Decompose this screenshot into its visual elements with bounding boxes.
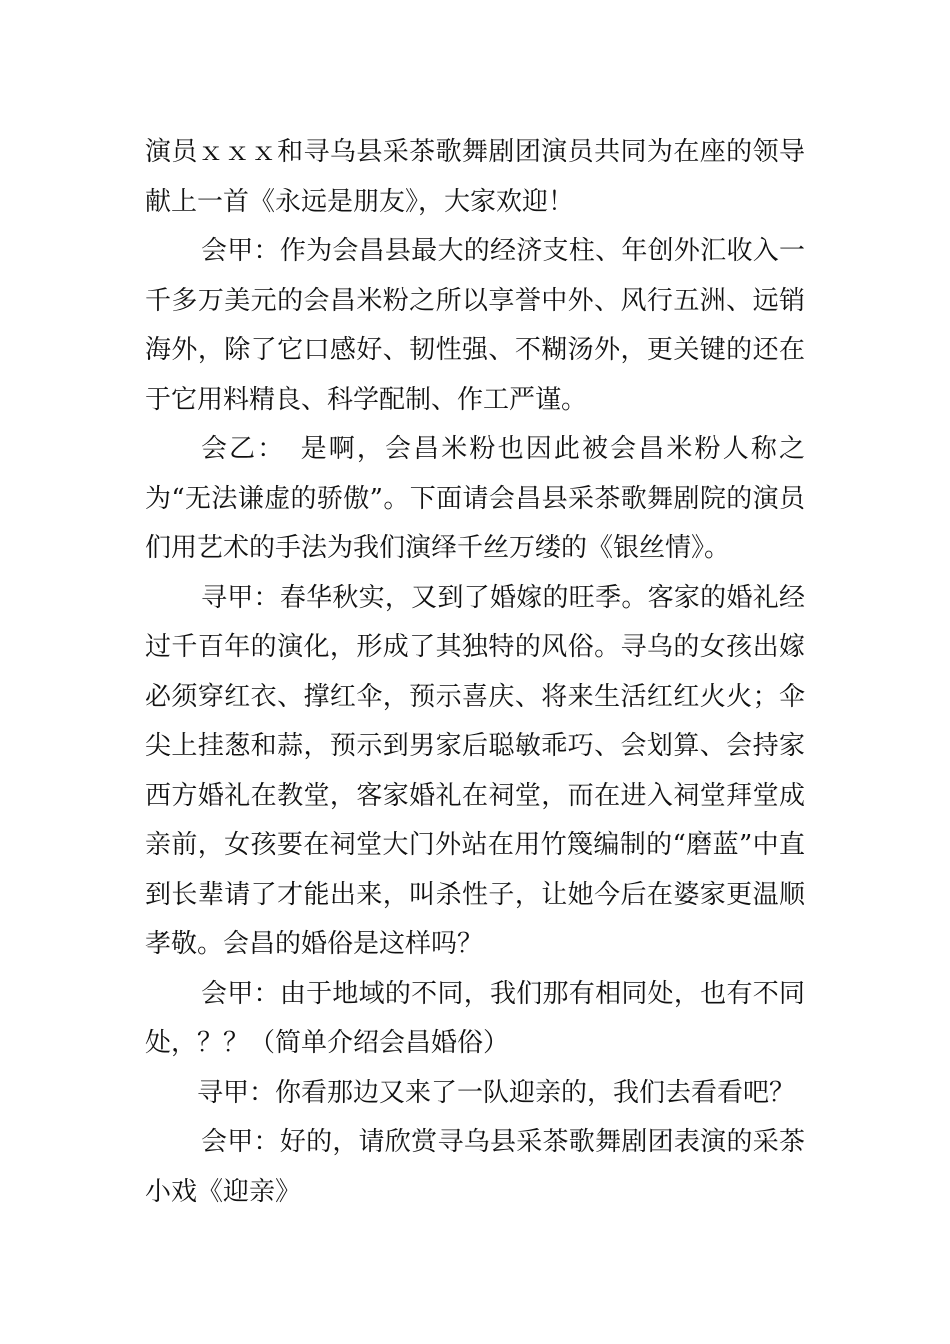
paragraph-intro-continuation: 演员ｘｘｘ和寻乌县采茶歌舞剧团演员共同为在座的领导献上一首《永远是朋友》，大家欢迎！ [145,137,805,217]
paragraph-huijia-customs-reply: 会甲：由于地域的不同，我们那有相同处，也有不同处，？？（简单介绍会昌婚俗） [145,978,805,1058]
paragraph-huijia-rice-noodles: 会甲：作为会昌县最大的经济支柱、年创外汇收入一千多万美元的会昌米粉之所以享誉中外、风行五洲、远销海外，除了它口感好、韧性强、不糊汤外，更关键的还在于它用料精良、科学配制、作工严谨。 [145,236,805,415]
paragraph-huijia-performance: 会甲：好的，请欣赏寻乌县采茶歌舞剧团表演的采茶小戏《迎亲》 [145,1127,805,1207]
paragraph-huiyi-silver-thread: 会乙： 是啊，会昌米粉也因此被会昌米粉人称之为“无法谦虚的骄傲”。下面请会昌县采茶歌舞剧院的演员们用艺术的手法为我们演绎千丝万缕的《银丝情》。 [145,434,805,563]
paragraph-xunjia-wedding-party: 寻甲：你看那边又来了一队迎亲的，我们去看看吧？ [197,1077,796,1108]
paragraph-xunjia-wedding-customs: 寻甲：春华秋实，又到了婚嫁的旺季。客家的婚礼经过千百年的演化，形成了其独特的风俗。寻乌的女孩出嫁必须穿红衣、撑红伞，预示喜庆、将来生活红红火火；伞尖上挂葱和蒜，预示到男家后聪敏乖巧、会划算、会持家西方婚礼在教堂，客家婚礼在祠堂，而在进入祠堂拜堂成亲前，女孩要在祠堂大门外站在用竹篾编制的“磨蓝”中直到长辈请了才能出来，叫杀性子，让她今后在婆家更温顺孝敬。会昌的婚俗是这样吗？ [145,582,805,959]
document-body [145,128,805,1217]
